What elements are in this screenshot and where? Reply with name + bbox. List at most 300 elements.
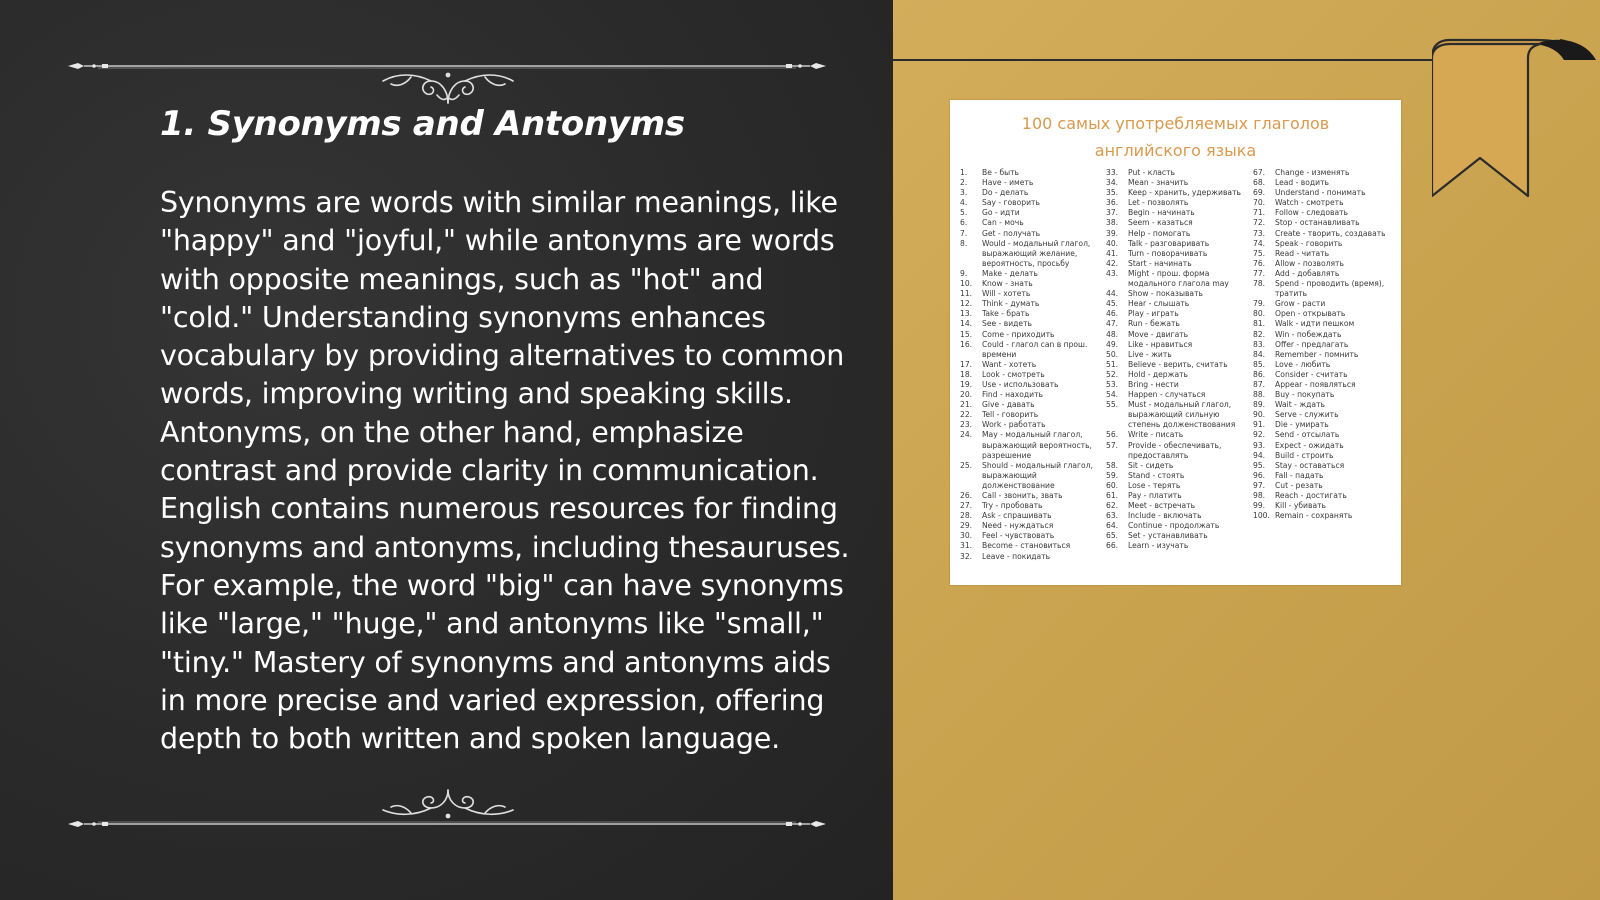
verb-entry-text: Understand - понимать (1275, 188, 1366, 198)
verb-entry-text: Allow - позволять (1275, 258, 1344, 268)
verb-entry-number: 62. (1106, 501, 1119, 511)
verb-entry (1106, 218, 1252, 228)
verb-entry-number: 54. (1106, 390, 1119, 400)
verb-entry (1253, 259, 1396, 269)
verb-entry (960, 269, 1104, 279)
verb-entry-text: Stop - останавливать (1275, 218, 1360, 228)
verb-entry-text: Set - устанавливать (1128, 531, 1208, 541)
verb-entry-text: Run - бежать (1128, 319, 1180, 329)
verb-entry-number: 38. (1106, 218, 1119, 228)
verb-entry-number: 1. (960, 168, 968, 177)
verb-entry-number: 44. (1106, 289, 1119, 299)
verb-entry (1253, 279, 1396, 299)
verb-entry (1106, 289, 1252, 299)
verb-entry (1253, 461, 1396, 471)
verb-entry-text: Fall - падать (1275, 470, 1324, 480)
verb-entry-number: 27. (960, 501, 973, 511)
verb-entry-number: 12. (960, 299, 973, 309)
verb-entry (1106, 309, 1252, 319)
verb-entry (960, 552, 1104, 562)
verb-entry-text: See - видеть (982, 319, 1032, 329)
verb-entry-text: Cut - резать (1275, 480, 1323, 490)
verb-entry-text: Might - прош. форма модального глагола may (1128, 268, 1229, 289)
verb-entry-text: Put - класть (1128, 168, 1175, 177)
verb-entry-number: 93. (1253, 440, 1266, 450)
verb-entry (1253, 451, 1396, 461)
verb-entry (960, 491, 1104, 501)
verb-entry-number: 40. (1106, 238, 1119, 248)
verb-entry-text: May - модальный глагол, выражающий вероятность, разрешение (982, 430, 1092, 460)
verb-entry (1106, 491, 1252, 501)
verb-entry-number: 24. (960, 430, 973, 440)
verb-entry (1253, 360, 1396, 370)
verb-entry (1106, 461, 1252, 471)
verb-entry (1106, 511, 1252, 521)
verb-entry-text: Remain - сохранять (1275, 511, 1353, 521)
verb-entry-number: 15. (960, 329, 973, 339)
verb-entry (1106, 330, 1252, 340)
verb-entry (1253, 430, 1396, 440)
verb-entry-text: Walk - идти пешком (1275, 319, 1355, 329)
verb-entry-text: Begin - начинать (1128, 208, 1195, 218)
verb-entry-number: 81. (1253, 319, 1266, 329)
verb-entry-number: 36. (1106, 198, 1119, 208)
verb-entry-number: 55. (1106, 400, 1119, 410)
verb-entry-text: Reach - достигать (1275, 491, 1347, 500)
verb-entry (1253, 340, 1396, 350)
verb-entry-text: Die - умирать (1275, 420, 1329, 430)
verb-entry-text: Learn - изучать (1128, 541, 1189, 551)
verb-entry (1253, 501, 1396, 511)
verb-entry (1106, 188, 1252, 198)
verb-entry (1106, 259, 1252, 269)
verb-entry-number: 49. (1106, 339, 1119, 349)
verb-entry-text: Ask - спрашивать (982, 511, 1052, 521)
verb-entry-number: 68. (1253, 178, 1266, 188)
verb-entry-number: 52. (1106, 369, 1119, 379)
verb-entry-text: Read - читать (1275, 248, 1330, 258)
verb-entry (1253, 299, 1396, 309)
verb-entry-text: Take - брать (982, 309, 1030, 319)
verb-entry-text: Play - играть (1128, 309, 1179, 319)
verb-entry (1253, 218, 1396, 228)
verb-entry-number: 75. (1253, 248, 1266, 258)
verb-entry-text: Expect - ожидать (1275, 440, 1344, 450)
verb-entry-number: 89. (1253, 400, 1266, 410)
verb-entry-text: Seem - казаться (1128, 218, 1193, 228)
verb-entry-text: Send - отсылать (1275, 430, 1340, 440)
verb-entry (960, 340, 1104, 360)
verb-entry-text: Stay - оставаться (1275, 460, 1345, 470)
verb-entry-text: Mean - значить (1128, 178, 1189, 188)
verb-list-title-line-2: английского языка (1094, 141, 1257, 160)
verb-entry (1106, 390, 1252, 400)
verb-entry-text: Think - думать (982, 299, 1040, 309)
verb-entry-number: 60. (1106, 480, 1119, 490)
verb-entry (1253, 229, 1396, 239)
verb-entry-number: 4. (960, 198, 968, 208)
verb-entry-text: Watch - смотреть (1275, 198, 1344, 208)
verb-entry (1253, 491, 1396, 501)
verb-list-columns (960, 168, 1396, 578)
verb-entry-number: 87. (1253, 379, 1266, 389)
verb-entry-number: 13. (960, 309, 973, 319)
verb-entry-text: Offer - предлагать (1275, 339, 1349, 349)
verb-entry (960, 279, 1104, 289)
verb-entry-text: Use - использовать (982, 379, 1059, 389)
verb-entry-number: 19. (960, 379, 973, 389)
verb-entry-number: 20. (960, 390, 973, 400)
verb-entry (1253, 330, 1396, 340)
verb-entry (1253, 481, 1396, 491)
verb-entry (960, 400, 1104, 410)
verb-entry (1106, 350, 1252, 360)
verb-entry (1106, 299, 1252, 309)
verb-entry-number: 50. (1106, 349, 1119, 359)
verb-entry (960, 370, 1104, 380)
verb-entry (1106, 178, 1252, 188)
verb-entry-number: 98. (1253, 491, 1266, 500)
verb-entry-text: Speak - говорить (1275, 238, 1343, 248)
verb-entry-text: Would - модальный глагол, выражающий желание, вероятность, просьбу (982, 238, 1091, 268)
verb-entry-text: Let - позволять (1128, 198, 1189, 208)
verb-entry-number: 100. (1253, 511, 1270, 521)
verb-entry-text: Get - получать (982, 228, 1041, 238)
verb-entry-text: Come - приходить (982, 329, 1055, 339)
verb-entry (960, 319, 1104, 329)
verb-entry-number: 8. (960, 238, 968, 248)
verb-entry (960, 541, 1104, 551)
verb-entry-number: 74. (1253, 238, 1266, 248)
verb-entry-text: Lose - терять (1128, 480, 1181, 490)
verb-entry-text: Say - говорить (982, 198, 1040, 208)
verb-entry-text: Happen - случаться (1128, 390, 1206, 400)
verb-entry (1106, 269, 1252, 289)
verb-entry-number: 90. (1253, 410, 1266, 420)
verb-entry-number: 25. (960, 460, 973, 470)
verb-entry-number: 67. (1253, 168, 1266, 177)
verb-entry-number: 3. (960, 188, 968, 198)
verb-entry-text: Include - включать (1128, 511, 1202, 521)
verb-entry (1253, 390, 1396, 400)
verb-entry (960, 430, 1104, 460)
verb-entry-text: Provide - обеспечивать, предоставлять (1128, 440, 1222, 460)
verb-entry-text: Love - любить (1275, 359, 1331, 369)
verb-entry (960, 289, 1104, 299)
verb-entry (1253, 198, 1396, 208)
verb-entry-text: Tell - говорить (982, 410, 1039, 420)
verb-list-title (950, 110, 1401, 164)
verb-entry (1253, 350, 1396, 360)
verb-entry-number: 53. (1106, 379, 1119, 389)
verb-entry (1106, 481, 1252, 491)
verb-entry-number: 56. (1106, 430, 1119, 440)
verb-entry (960, 239, 1104, 269)
verb-entry-number: 64. (1106, 521, 1119, 531)
verb-entry-number: 30. (960, 531, 973, 541)
verb-entry-number: 97. (1253, 480, 1266, 490)
verb-entry-text: Turn - поворачивать (1128, 248, 1208, 258)
verb-entry-number: 83. (1253, 339, 1266, 349)
verb-entry (1106, 521, 1252, 531)
verb-entry-number: 82. (1253, 329, 1266, 339)
verb-entry (1106, 531, 1252, 541)
verb-entry (1106, 360, 1252, 370)
verb-entry-number: 9. (960, 268, 968, 278)
verb-entry-text: Could - глагол can в прош. времени (982, 339, 1088, 359)
slide-title: 1. Synonyms and Antonyms (160, 104, 685, 144)
verb-entry (960, 178, 1104, 188)
verb-entry-number: 57. (1106, 440, 1119, 450)
verb-entry-text: Like - нравиться (1128, 339, 1193, 349)
verb-entry (1106, 541, 1252, 551)
verb-entry-text: Sit - сидеть (1128, 460, 1174, 470)
verb-entry-number: 23. (960, 420, 973, 430)
verb-entry-text: Remember - помнить (1275, 349, 1359, 359)
verb-entry (960, 410, 1104, 420)
verb-entry-text: Pay - платить (1128, 491, 1182, 500)
verb-entry-text: Try - пробовать (982, 501, 1043, 511)
verb-entry-number: 14. (960, 319, 973, 329)
verb-entry-text: Become - становиться (982, 541, 1071, 551)
verb-entry (960, 188, 1104, 198)
verb-list-image (950, 100, 1401, 585)
verb-entry (1106, 319, 1252, 329)
verb-entry (960, 501, 1104, 511)
verb-entry-text: Keep - хранить, удерживать (1128, 188, 1241, 198)
verb-entry (1253, 441, 1396, 451)
verb-entry (1253, 410, 1396, 420)
verb-entry-text: Spend - проводить (время), тратить (1275, 279, 1385, 299)
verb-entry-number: 96. (1253, 470, 1266, 480)
verb-entry (960, 380, 1104, 390)
verb-entry-text: Meet - встречать (1128, 501, 1196, 511)
verb-entry (1253, 380, 1396, 390)
verb-entry-number: 42. (1106, 258, 1119, 268)
verb-entry-text: Give - давать (982, 400, 1035, 410)
verb-entry-number: 73. (1253, 228, 1266, 238)
verb-entry-text: Talk - разговаривать (1128, 238, 1210, 248)
verb-entry-number: 99. (1253, 501, 1266, 511)
verb-entry-text: Appear - появляться (1275, 379, 1356, 389)
verb-entry (960, 420, 1104, 430)
verb-entry (1253, 370, 1396, 380)
verb-entry-number: 16. (960, 339, 973, 349)
verb-entry-number: 88. (1253, 390, 1266, 400)
verb-entry (1253, 239, 1396, 249)
verb-entry-text: Change - изменять (1275, 168, 1350, 177)
verb-entry-number: 80. (1253, 309, 1266, 319)
verb-entry (960, 360, 1104, 370)
verb-entry-text: Serve - служить (1275, 410, 1339, 420)
verb-entry-number: 94. (1253, 450, 1266, 460)
bottom-frame-ornament (68, 816, 826, 832)
slide-body-paragraph: Synonyms are words with similar meanings, like "happy" and "joyful," while antonyms are words with opposite meanings, such as "hot" and "cold." Understanding synonyms enhances vocabulary by providing alternatives to common words, improving writing and speaking skills. Antonyms, on the other hand, emphasize contrast and provide clarity in communication. English contains numerous resources for finding synonyms and antonyms, including thesauruses. For example, the word "big" can have synonyms like "large," "huge," and antonyms like "small," "tiny." Mastery of synonyms and antonyms aids in more precise and varied expression, offering depth to both written and spoken language. (160, 186, 850, 756)
verb-entry-number: 5. (960, 208, 968, 218)
verb-entry-text: Lead - водить (1275, 178, 1330, 188)
verb-entry-number: 61. (1106, 491, 1119, 500)
verb-entry-number: 45. (1106, 299, 1119, 309)
verb-entry-number: 71. (1253, 208, 1266, 218)
verb-entry-number: 29. (960, 521, 973, 531)
verb-entry-text: Live - жить (1128, 349, 1172, 359)
verb-entry (960, 511, 1104, 521)
verb-entry (1253, 208, 1396, 218)
verb-entry (960, 390, 1104, 400)
verb-entry-number: 41. (1106, 248, 1119, 258)
verb-entry-text: Hold - держать (1128, 369, 1188, 379)
verb-entry-number: 95. (1253, 460, 1266, 470)
verb-entry (960, 208, 1104, 218)
verb-entry-text: Should - модальный глагол, выражающий долженствование (982, 460, 1093, 490)
verb-entry-number: 10. (960, 279, 973, 289)
verb-entry (1253, 400, 1396, 410)
verb-entry-number: 39. (1106, 228, 1119, 238)
verb-entry (1106, 380, 1252, 390)
verb-entry-number: 21. (960, 400, 973, 410)
verb-entry (1106, 229, 1252, 239)
verb-entry-number: 28. (960, 511, 973, 521)
verb-entry-text: Work - работать (982, 420, 1046, 430)
verb-entry (1106, 501, 1252, 511)
verb-entry-number: 34. (1106, 178, 1119, 188)
verb-entry-text: Stand - стоять (1128, 470, 1185, 480)
verb-entry (1106, 168, 1252, 178)
verb-entry (960, 521, 1104, 531)
verb-entry (960, 198, 1104, 208)
top-flourish-ornament (375, 67, 521, 105)
verb-entry-text: Add - добавлять (1275, 268, 1340, 278)
verb-entry (1106, 430, 1252, 440)
verb-entry (960, 309, 1104, 319)
verb-entry-number: 63. (1106, 511, 1119, 521)
verb-entry-number: 85. (1253, 359, 1266, 369)
verb-entry (960, 299, 1104, 309)
verb-entry-number: 48. (1106, 329, 1119, 339)
verb-entry (960, 229, 1104, 239)
verb-entry (1253, 420, 1396, 430)
verb-entry (960, 461, 1104, 491)
verb-entry-text: Kill - убивать (1275, 501, 1327, 511)
verb-entry (1106, 370, 1252, 380)
verb-entry-number: 70. (1253, 198, 1266, 208)
verb-entry-text: Make - делать (982, 268, 1038, 278)
verb-entry-text: Show - показывать (1128, 289, 1203, 299)
bookmark-ribbon-icon (1432, 36, 1600, 200)
verb-entry-number: 18. (960, 369, 973, 379)
verb-entry (1106, 441, 1252, 461)
verb-entry-text: Find - находить (982, 390, 1043, 400)
verb-entry (1253, 309, 1396, 319)
verb-entry-text: Must - модальный глагол, выражающий сильную степень долженствования (1128, 400, 1236, 430)
verb-entry-number: 72. (1253, 218, 1266, 228)
verb-entry-number: 33. (1106, 168, 1119, 177)
verb-entry-number: 78. (1253, 279, 1266, 289)
verb-entry-text: Buy - покупать (1275, 390, 1335, 400)
verb-entry-text: Want - хотеть (982, 359, 1037, 369)
verb-entry-number: 65. (1106, 531, 1119, 541)
verb-entry-number: 43. (1106, 268, 1119, 278)
verb-entry-number: 7. (960, 228, 968, 238)
verb-entry-number: 59. (1106, 470, 1119, 480)
verb-entry-number: 51. (1106, 359, 1119, 369)
verb-entry (1106, 198, 1252, 208)
verb-entry-number: 66. (1106, 541, 1119, 551)
verb-entry-text: Write - писать (1128, 430, 1184, 440)
verb-entry (1253, 249, 1396, 259)
verb-entry-number: 76. (1253, 258, 1266, 268)
verb-entry-number: 6. (960, 218, 968, 228)
verb-entry-text: Look - смотреть (982, 369, 1045, 379)
verb-entry-text: Grow - расти (1275, 299, 1326, 309)
verb-entry-text: Consider - считать (1275, 369, 1348, 379)
verb-entry-text: Can - мочь (982, 218, 1024, 228)
verb-entry-text: Follow - следовать (1275, 208, 1349, 218)
verb-entry-text: Win - побеждать (1275, 329, 1342, 339)
verb-entry-text: Continue - продолжать (1128, 521, 1220, 531)
verb-entry-number: 35. (1106, 188, 1119, 198)
verb-entry-number: 69. (1253, 188, 1266, 198)
verb-entry-text: Need - нуждаться (982, 521, 1054, 531)
verb-entry (1253, 319, 1396, 329)
verb-entry (1106, 208, 1252, 218)
verb-entry-text: Believe - верить, считать (1128, 359, 1228, 369)
verb-entry (1106, 471, 1252, 481)
verb-entry-number: 11. (960, 289, 973, 299)
verb-column-3 (1253, 168, 1396, 521)
verb-entry-number: 46. (1106, 309, 1119, 319)
verb-entry (1253, 168, 1396, 178)
verb-entry-text: Start - начинать (1128, 258, 1192, 268)
verb-column-2 (1106, 168, 1252, 552)
verb-list-title-line-1: 100 самых употребляемых глаголов (1021, 114, 1330, 133)
verb-entry (1106, 239, 1252, 249)
verb-entry (1253, 178, 1396, 188)
verb-entry-number: 26. (960, 491, 973, 500)
verb-entry-text: Help - помогать (1128, 228, 1191, 238)
verb-entry (1253, 188, 1396, 198)
verb-column-1 (960, 168, 1104, 562)
verb-entry-text: Leave - покидать (982, 551, 1051, 561)
verb-entry-text: Call - звонить, звать (982, 491, 1063, 500)
verb-entry (960, 531, 1104, 541)
verb-entry-number: 47. (1106, 319, 1119, 329)
verb-entry-number: 79. (1253, 299, 1266, 309)
header-divider-line (893, 59, 1441, 61)
verb-entry-text: Create - творить, создавать (1275, 228, 1386, 238)
verb-entry-text: Have - иметь (982, 178, 1034, 188)
verb-entry (960, 168, 1104, 178)
verb-entry-number: 86. (1253, 369, 1266, 379)
verb-entry-text: Open - открывать (1275, 309, 1346, 319)
verb-entry-text: Go - идти (982, 208, 1020, 218)
verb-entry-text: Will - хотеть (982, 289, 1031, 299)
verb-entry (1253, 471, 1396, 481)
verb-entry (1106, 400, 1252, 430)
verb-entry-number: 92. (1253, 430, 1266, 440)
verb-entry (1253, 269, 1396, 279)
verb-entry (1106, 249, 1252, 259)
verb-entry-text: Be - быть (982, 168, 1020, 177)
verb-entry-number: 17. (960, 359, 973, 369)
verb-entry-number: 91. (1253, 420, 1266, 430)
verb-entry-text: Wait - ждать (1275, 400, 1325, 410)
verb-entry (960, 218, 1104, 228)
verb-entry-number: 31. (960, 541, 973, 551)
verb-entry-number: 58. (1106, 460, 1119, 470)
verb-entry-number: 84. (1253, 349, 1266, 359)
verb-entry-text: Build - строить (1275, 450, 1334, 460)
